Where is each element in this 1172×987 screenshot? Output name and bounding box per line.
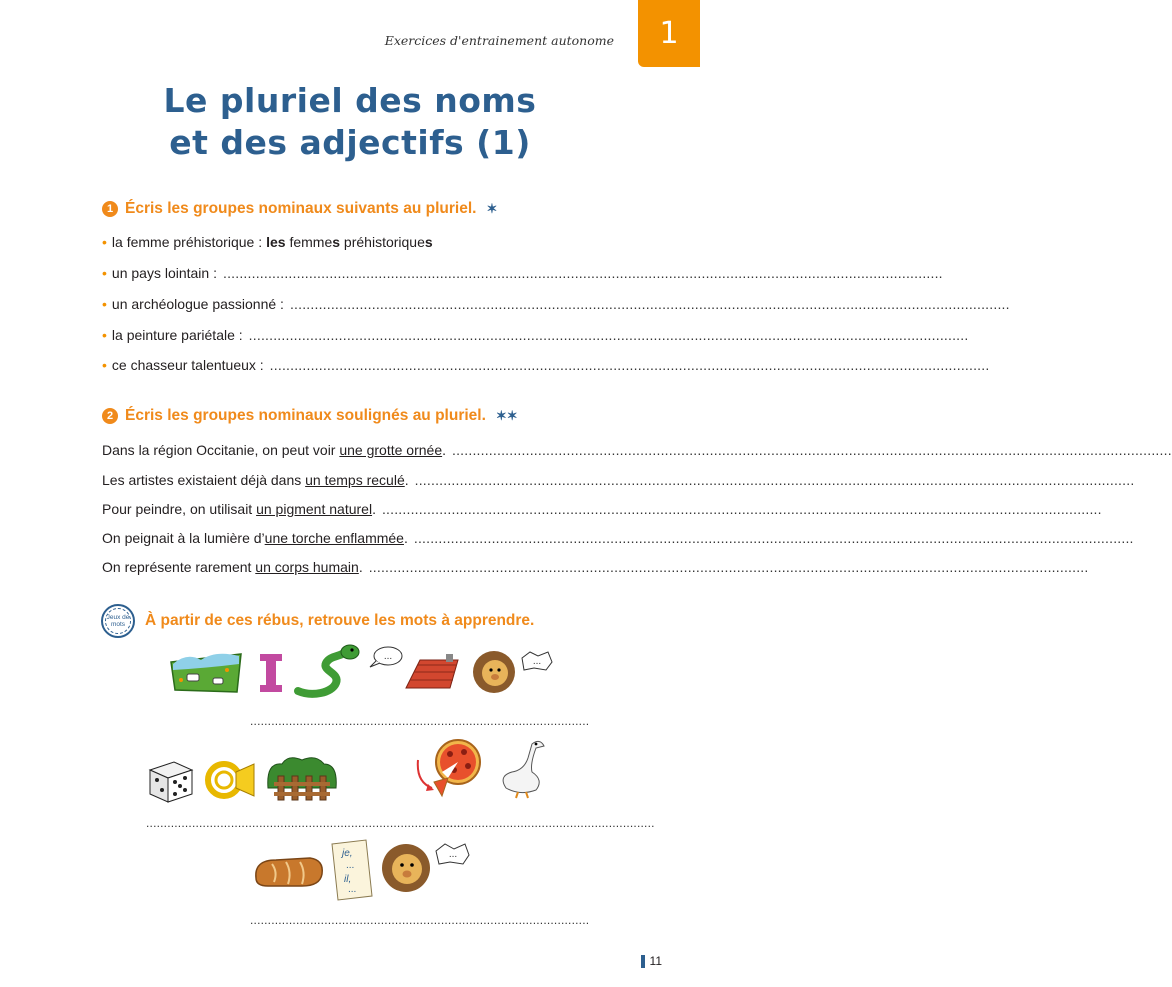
bullet-icon: • <box>102 296 107 312</box>
lion-icon <box>470 648 522 696</box>
exercise-2-number: 2 <box>102 408 118 424</box>
answer-line[interactable] <box>249 327 969 343</box>
rebus-answer-2[interactable]: ........................................................................................... <box>146 816 468 830</box>
jeux-de-mots-badge: Jeux de mots <box>101 604 135 638</box>
speech-bubble-icon <box>368 645 404 669</box>
list-item: • un pays lointain : ..... <box>102 265 598 281</box>
list-item: • la peinture pariétale : ..... <box>102 327 598 343</box>
svg-text:...: ... <box>532 656 542 667</box>
svg-text:...: ... <box>383 651 393 662</box>
roof-tiles-icon <box>404 654 460 692</box>
rebus-answer-1[interactable]: ................................................................................................ <box>250 714 590 728</box>
answer-line[interactable] <box>270 357 990 373</box>
chapter-tab: 1 <box>638 0 700 67</box>
page-title <box>0 80 700 164</box>
page-marker-icon <box>641 955 645 968</box>
letter-i-icon <box>258 652 284 694</box>
sentence-row: On peignait à la lumière d’ une torche enflammée . ..... <box>102 530 598 546</box>
goose-icon <box>496 736 546 800</box>
exercise-1-number: 1 <box>102 201 118 217</box>
sentence-row: Dans la région Occitanie, on peut voir une grotte ornée . ..... <box>102 442 598 458</box>
speech-bubble-icon <box>432 842 472 868</box>
bread-icon <box>252 854 326 890</box>
svg-text:...: ... <box>448 849 458 860</box>
svg-text:...: ... <box>348 884 357 895</box>
exercise-1-instruction: Écris les groupes nominaux suivants au pluriel. <box>125 200 477 217</box>
example-plural: les femmes préhistoriques <box>266 234 433 250</box>
rebus-instruction: À partir de ces rébus, retrouve les mots à apprendre. <box>145 612 535 629</box>
speech-bubble-icon <box>518 650 554 674</box>
difficulty-stars: ✶ <box>486 201 498 216</box>
bullet-icon: • <box>102 357 107 373</box>
rebus-answer-3[interactable]: ............................................................... <box>432 816 655 830</box>
svg-text:...: ... <box>346 860 355 871</box>
title-line-1: Le pluriel des noms <box>163 81 537 120</box>
difficulty-stars: ✶✶ <box>495 408 518 423</box>
bullet-icon: • <box>102 327 107 343</box>
lion-icon <box>380 840 436 898</box>
bullet-icon: • <box>102 234 107 250</box>
list-item: • ce chasseur talentueux : ..... <box>102 357 598 373</box>
answer-line[interactable] <box>452 442 1172 458</box>
hedge-fence-icon <box>266 754 338 802</box>
conjugation-note-icon <box>328 838 376 902</box>
answer-line[interactable] <box>382 501 1102 517</box>
rebus-answer-4[interactable]: ................................................................................................ <box>250 913 590 927</box>
answer-line[interactable] <box>415 472 1135 488</box>
svg-text:il,: il, <box>344 874 352 885</box>
sentence-row: Pour peindre, on utilisait un pigment naturel . ..... <box>102 501 598 517</box>
header-subtitle: Exercices d'entrainement autonome <box>384 33 614 48</box>
answer-line[interactable] <box>290 296 1010 312</box>
exercise-1-title <box>102 200 497 218</box>
exercise-2-instruction: Écris les groupes nominaux soulignés au pluriel. <box>125 407 486 424</box>
bullet-icon: • <box>102 265 107 281</box>
sentence-row: On représente rarement un corps humain . ..... <box>102 559 598 575</box>
svg-text:I: I <box>270 680 272 681</box>
example-singular: la femme préhistorique : <box>111 234 263 250</box>
exercise-2-title <box>102 407 518 425</box>
example-item <box>102 234 598 250</box>
svg-text:je,: je, <box>342 848 353 859</box>
snake-icon <box>292 643 364 698</box>
answer-line[interactable] <box>414 530 1134 546</box>
dice-icon <box>146 758 196 804</box>
french-horn-icon <box>202 758 258 800</box>
pizza-slice-icon <box>412 738 492 800</box>
answer-line[interactable] <box>369 559 1089 575</box>
sentence-row: Les artistes existaient déjà dans un temps reculé . ..... <box>102 472 598 488</box>
title-line-2: et des adjectifs (1) <box>169 123 531 162</box>
page-number: 11 <box>641 954 662 968</box>
meadow-cows-icon <box>167 650 245 695</box>
answer-line[interactable] <box>223 265 943 281</box>
list-item: • un archéologue passionné : ..... <box>102 296 598 312</box>
